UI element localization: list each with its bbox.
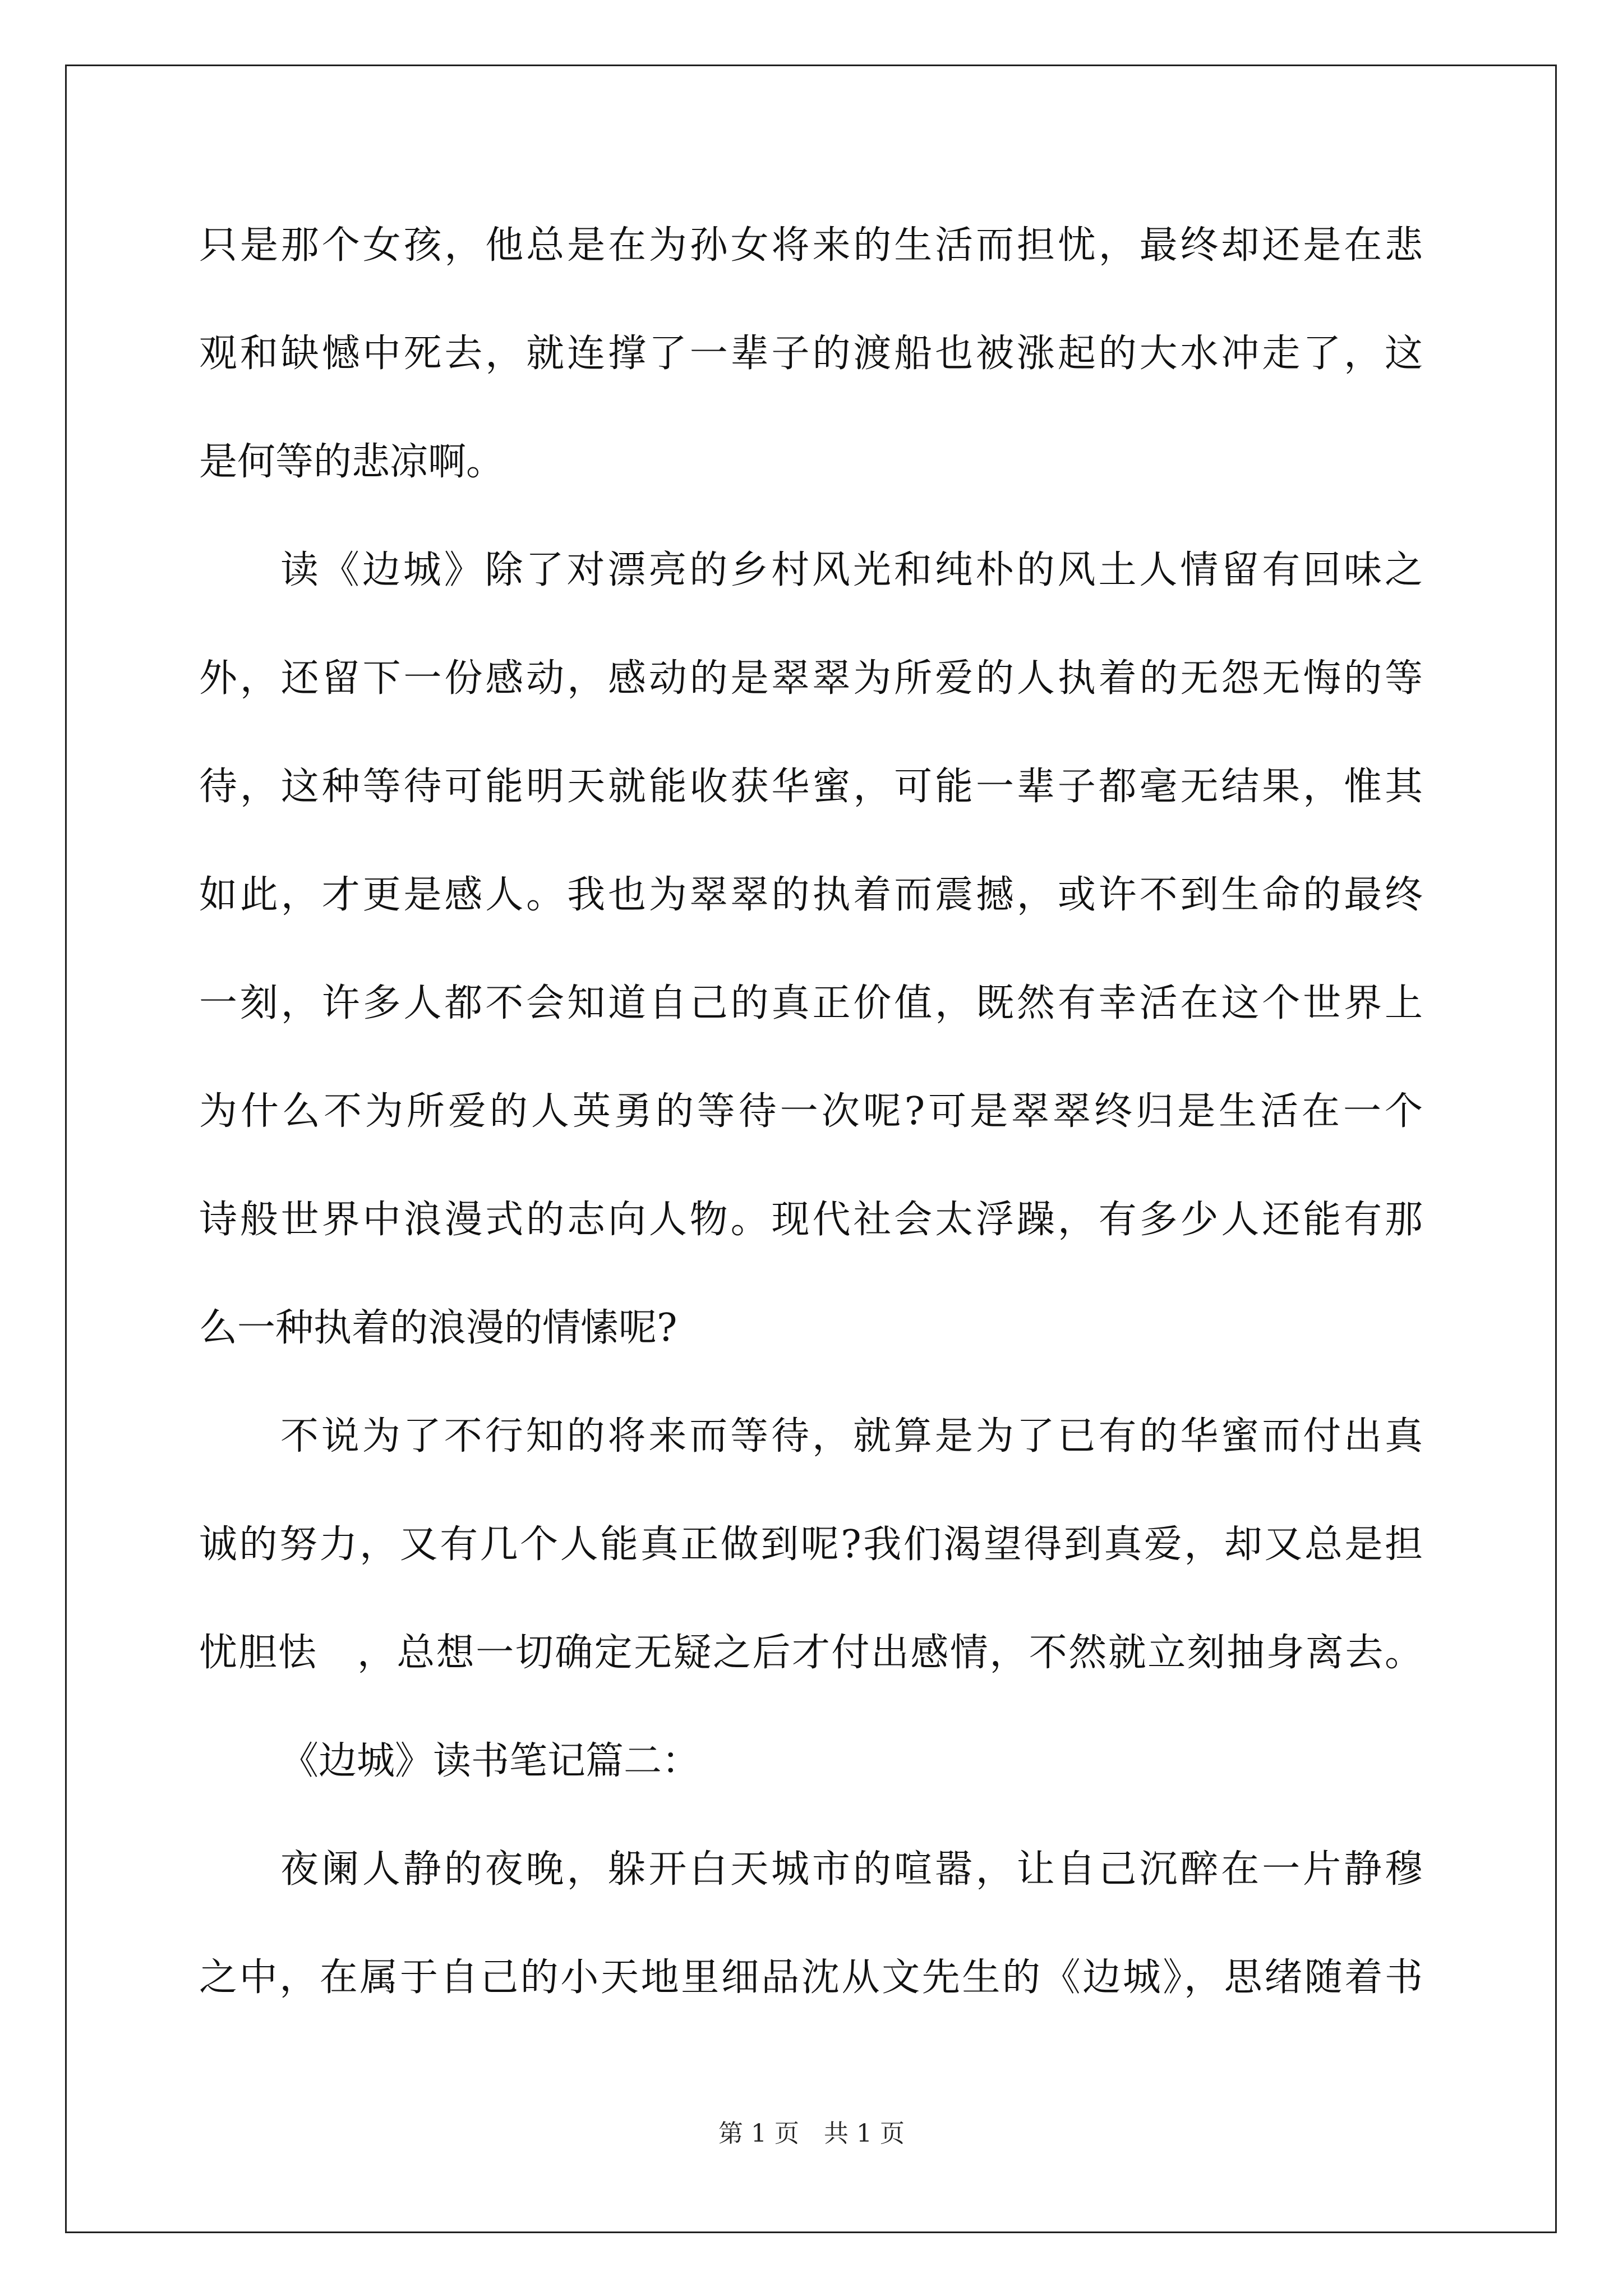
page-border: [65, 65, 1557, 2233]
text-line: 为什么不为所爱的人英勇的等待一次呢?可是翠翠终归是生活在一个: [199, 1089, 1423, 1134]
text-line: 如此，才更是感人。我也为翠翠的执着而震撼，或许不到生命的最终: [199, 873, 1423, 917]
text-line: 忧胆怯 ，总想一切确定无疑之后才付出感情，不然就立刻抽身离去。: [199, 1631, 1423, 1675]
paragraph-first-line: 夜阑人静的夜晚，躲开白天城市的喧嚣，让自己沉醉在一片静穆: [280, 1847, 1423, 1892]
page-number-footer: 第 1 页 共 1 页: [718, 2119, 905, 2148]
text-line: 观和缺憾中死去，就连撑了一辈子的渡船也被涨起的大水冲走了，这: [199, 332, 1423, 376]
paragraph-first-line: 读《边城》除了对漂亮的乡村风光和纯朴的风土人情留有回味之: [280, 548, 1423, 592]
text-line: 诗般世界中浪漫式的志向人物。现代社会太浮躁，有多少人还能有那: [199, 1198, 1423, 1242]
text-line: 一刻，许多人都不会知道自己的真正价值，既然有幸活在这个世界上: [199, 981, 1423, 1025]
text-line: 之中，在属于自己的小天地里细品沈从文先生的《边城》，思绪随着书: [199, 1955, 1423, 2000]
text-line: 外，还留下一份感动，感动的是翠翠为所爱的人执着的无怨无悔的等: [199, 656, 1423, 701]
section-heading: 《边城》读书笔记篇二：: [280, 1739, 700, 1783]
paragraph-first-line: 不说为了不行知的将来而等待，就算是为了已有的华蜜而付出真: [280, 1414, 1423, 1458]
text-line: 么一种执着的浪漫的情愫呢?: [199, 1306, 677, 1350]
text-line: 只是那个女孩，他总是在为孙女将来的生活而担忧，最终却还是在悲: [199, 223, 1423, 268]
text-line: 诚的努力，又有几个人能真正做到呢?我们渴望得到真爱，却又总是担: [199, 1522, 1423, 1567]
text-line: 是何等的悲凉啊。: [199, 440, 505, 484]
text-line: 待，这种等待可能明天就能收获华蜜，可能一辈子都毫无结果，惟其: [199, 765, 1423, 809]
